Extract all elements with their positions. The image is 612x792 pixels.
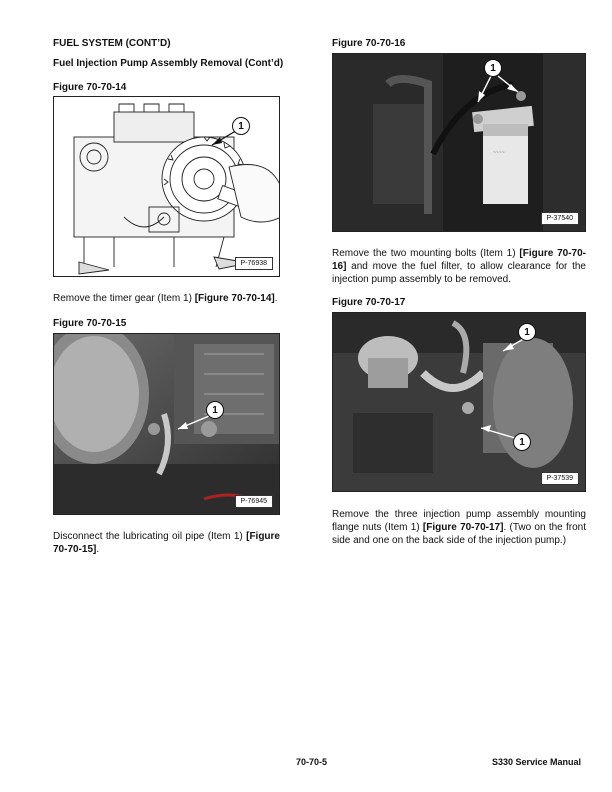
figure-14-code: P-76938 (235, 257, 273, 270)
figure-14-image (53, 96, 280, 277)
figure-17-callout-a: 1 (518, 323, 536, 341)
figure-16-callout: 1 (484, 59, 502, 77)
figure-16-code: P-37540 (541, 212, 579, 225)
figure-16-image (332, 53, 586, 232)
figure-17-code: P-37539 (541, 472, 579, 485)
figure-17-callout-b: 1 (513, 433, 531, 451)
instruction-16: Remove the two mounting bolts (Item 1) [Figure 70-70-16] and move the fuel filter, to allow clearance for the injection pump assembly to be removed. (332, 248, 587, 285)
figure-15-label: Figure 70-70-15 (53, 318, 127, 329)
figure-14-callout: 1 (232, 117, 250, 135)
section-title: FUEL SYSTEM (CONT’D) (53, 38, 171, 49)
page-number: 70-70-5 (296, 757, 328, 767)
subsection-title: Fuel Injection Pump Assembly Removal (Cont’d) (53, 58, 284, 69)
instruction-14: Remove the timer gear (Item 1) [Figure 70-70-14]. (53, 293, 278, 304)
figure-15-image (53, 333, 280, 515)
instruction-15: Disconnect the lubricating oil pipe (Item 1) [Figure 70-70-15]. (53, 531, 280, 555)
instruction-17: Remove the three injection pump assembly mounting flange nuts (Item 1) [Figure 70-70-17]. (Two on the front side and one on the back side of the injection pump.) (332, 509, 586, 546)
figure-16-label: Figure 70-70-16 (332, 38, 406, 49)
figure-17-image (332, 312, 586, 492)
figure-17-label: Figure 70-70-17 (332, 297, 406, 308)
manual-title: S330 Service Manual (492, 757, 582, 767)
figure-15-callout: 1 (206, 401, 224, 419)
svg-text:~~~~: ~~~~ (493, 150, 505, 156)
figure-15-code: P-76945 (235, 495, 273, 508)
figure-14-label: Figure 70-70-14 (53, 82, 127, 93)
